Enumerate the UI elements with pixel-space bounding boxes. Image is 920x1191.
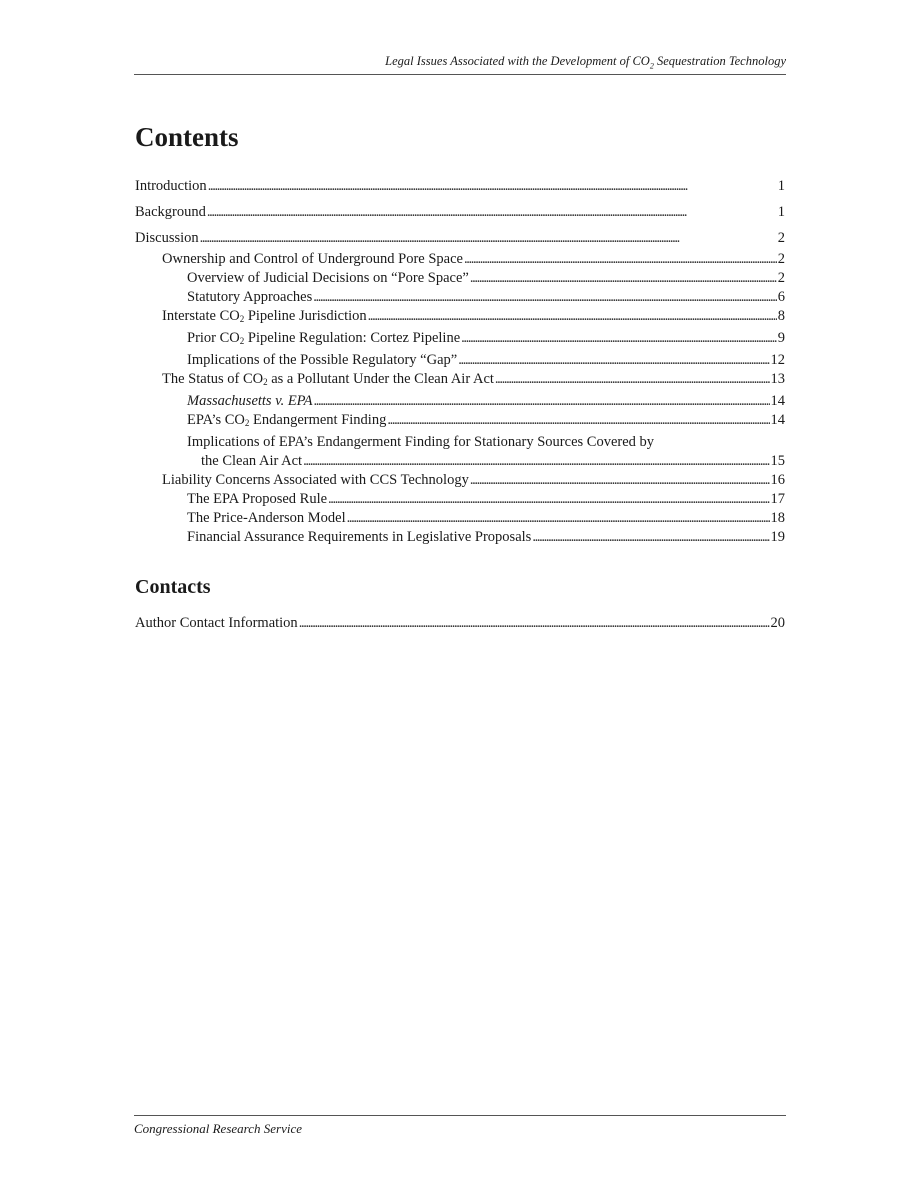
- toc-entry-discussion[interactable]: Discussion . . . 2: [135, 229, 785, 248]
- toc-entry-endangerment-implications[interactable]: Implications of EPA’s Endangerment Finding for Stationary Sources Covered by the Clean Air Act . . . 15: [135, 433, 785, 471]
- toc-entry-ownership[interactable]: Ownership and Control of Underground Pore Space . . . 2: [135, 250, 785, 269]
- toc-entry-judicial-decisions[interactable]: Overview of Judicial Decisions on “Pore Space” . . . 2: [135, 269, 785, 288]
- contents-heading: Contents: [135, 122, 239, 152]
- toc-entry-statutory-approaches[interactable]: Statutory Approaches . . . 6: [135, 288, 785, 307]
- contacts-heading: Contacts: [135, 576, 211, 598]
- toc-entry-endangerment-finding[interactable]: EPA’s $CO_2$ Endangerment Finding . . . 14: [135, 411, 785, 433]
- toc-entry-liability-concerns[interactable]: Liability Concerns Associated with CCS Technology . . . 16: [135, 471, 785, 490]
- toc-entry-cortez-pipeline[interactable]: Prior $CO_2$ Pipeline Regulation: Cortez Pipeline . . . 9: [135, 329, 785, 351]
- toc-entry-background[interactable]: Background . . . 1: [135, 203, 785, 222]
- toc-entry-interstate-pipeline[interactable]: Interstate $CO_2$ Pipeline Jurisdiction . . . 8: [135, 307, 785, 329]
- toc-entry-introduction[interactable]: Introduction . . . 1: [135, 177, 785, 196]
- toc-entry-regulatory-gap[interactable]: Implications of the Possible Regulatory “Gap” . . . 12: [135, 351, 785, 370]
- toc-entry-author-contact[interactable]: Author Contact Information . . . 20: [135, 614, 785, 633]
- contacts-list: [135, 614, 785, 633]
- toc-entry-price-anderson[interactable]: The Price-Anderson Model . . . 18: [135, 509, 785, 528]
- toc-entry-co2-pollutant-status[interactable]: The Status of $CO_2$ as a Pollutant Under the Clean Air Act . . . 13: [135, 370, 785, 392]
- toc-entry-epa-proposed-rule[interactable]: The EPA Proposed Rule . . . 17: [135, 490, 785, 509]
- toc-entry-massachusetts-v-epa[interactable]: Massachusetts v. EPA . . . 14: [135, 392, 785, 411]
- running-header: Legal Issues Associated with the Development of $CO_2$ Sequestration Technology: [134, 54, 786, 75]
- table-of-contents: [135, 177, 785, 547]
- toc-entry-financial-assurance[interactable]: Financial Assurance Requirements in Legislative Proposals . . . 19: [135, 528, 785, 547]
- running-footer: Congressional Research Service: [134, 1115, 786, 1137]
